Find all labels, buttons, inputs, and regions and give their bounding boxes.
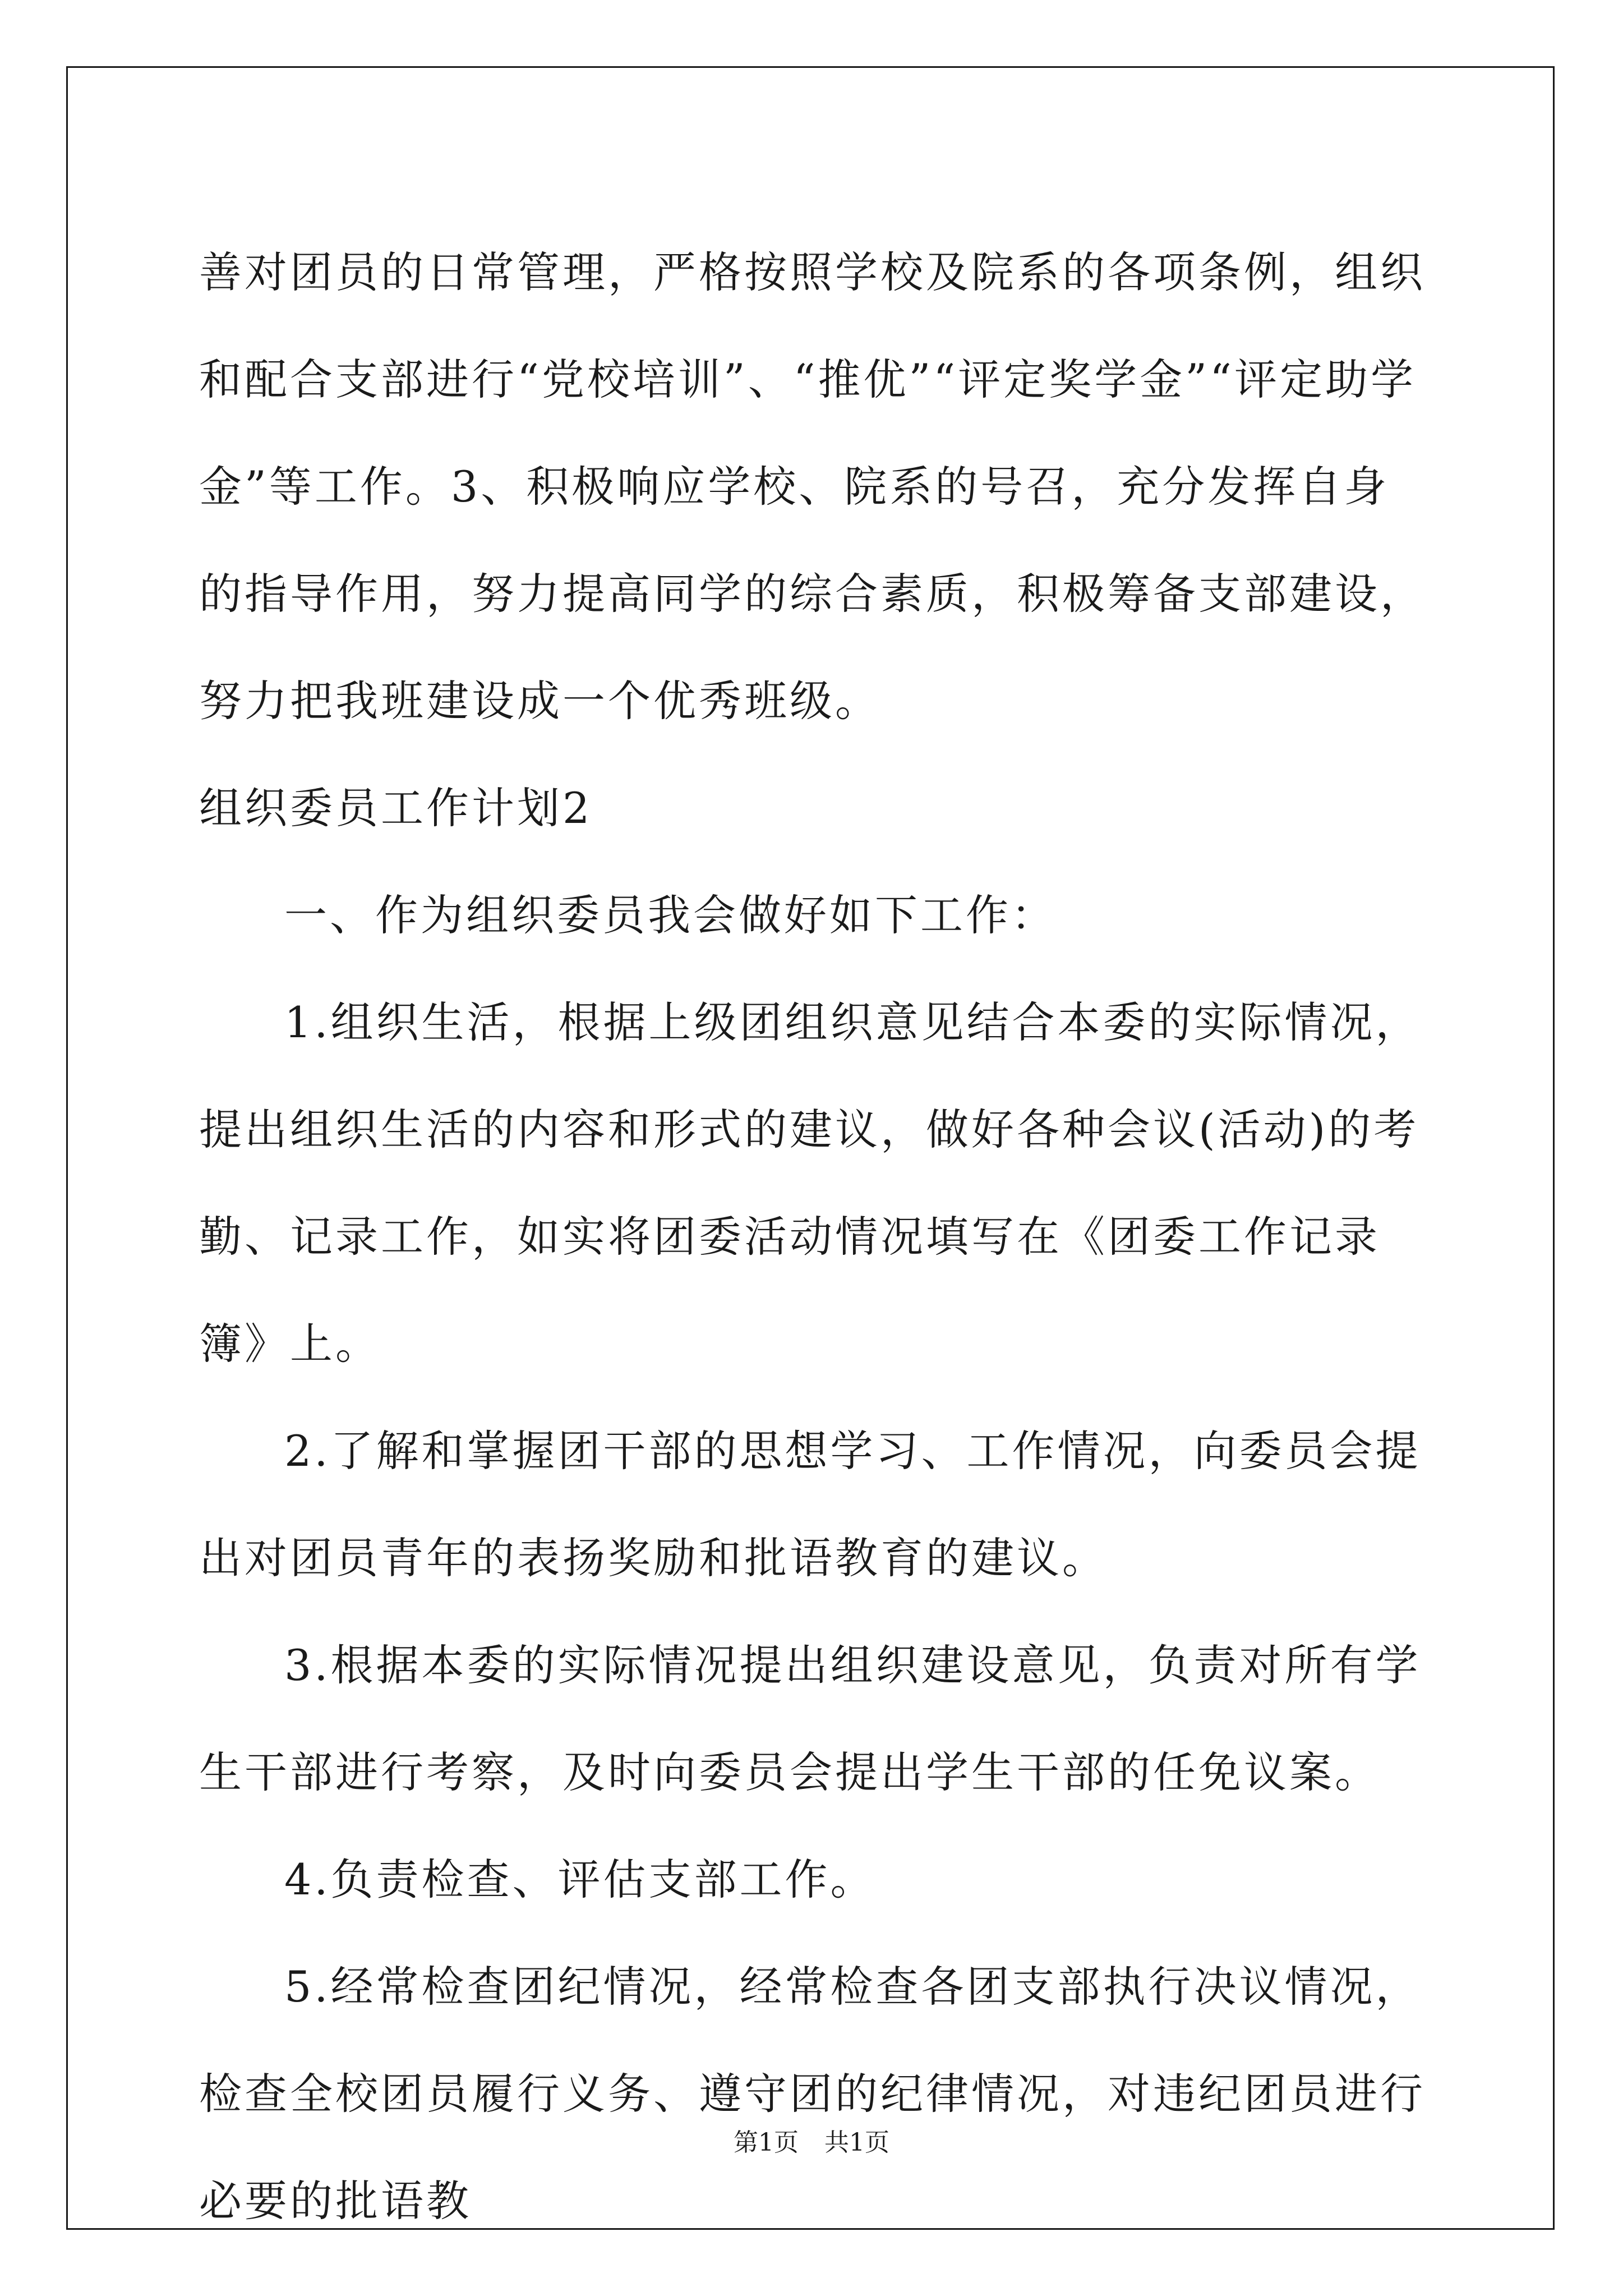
paragraph-item-4: 4.负责检查、评估支部工作。 <box>284 1855 876 1904</box>
paragraph-item-2: 2.了解和掌握团干部的思想学习、工作情况，向委员会提出对团员青年的表扬奖励和批语教育的建议。 <box>199 1426 1421 1583</box>
paragraph-1: 善对团员的日常管理，严格按照学校及院系的各项条例，组织和配合支部进行“党校培训”、“推优”“评定奖学金”“评定助学金”等工作。3、积极响应学校、院系的号召，充分发挥自身的指导作用，努力提高同学的综合素质，积极筹备支部建设，努力把我班建设成一个优秀班级。 <box>199 247 1426 726</box>
paragraph-item-1: 1.组织生活，根据上级团组织意见结合本委的实际情况，提出组织生活的内容和形式的建议，做好各种会议(活动)的考勤、记录工作，如实将团委活动情况填写在《团委工作记录簿》上。 <box>199 997 1421 1369</box>
page-footer <box>0 2126 1623 2160</box>
page-total: 共1页 <box>824 2128 889 2157</box>
paragraph-item-5: 5.经常检查团纪情况，经常检查各团支部执行决议情况，检查全校团员履行义务、遵守团的纪律情况，对违纪团员进行必要的批语教 <box>199 1962 1426 2226</box>
paragraph-item-3: 3.根据本委的实际情况提出组织建设意见，负责对所有学生干部进行考察，及时向委员会提出学生干部的任免议案。 <box>199 1640 1421 1797</box>
page-number: 第1页 <box>734 2128 799 2157</box>
paragraph-intro: 一、作为组织委员我会做好如下工作： <box>284 890 1057 940</box>
section-heading: 组织委员工作计划2 <box>199 783 593 833</box>
document-body <box>199 219 1427 2254</box>
